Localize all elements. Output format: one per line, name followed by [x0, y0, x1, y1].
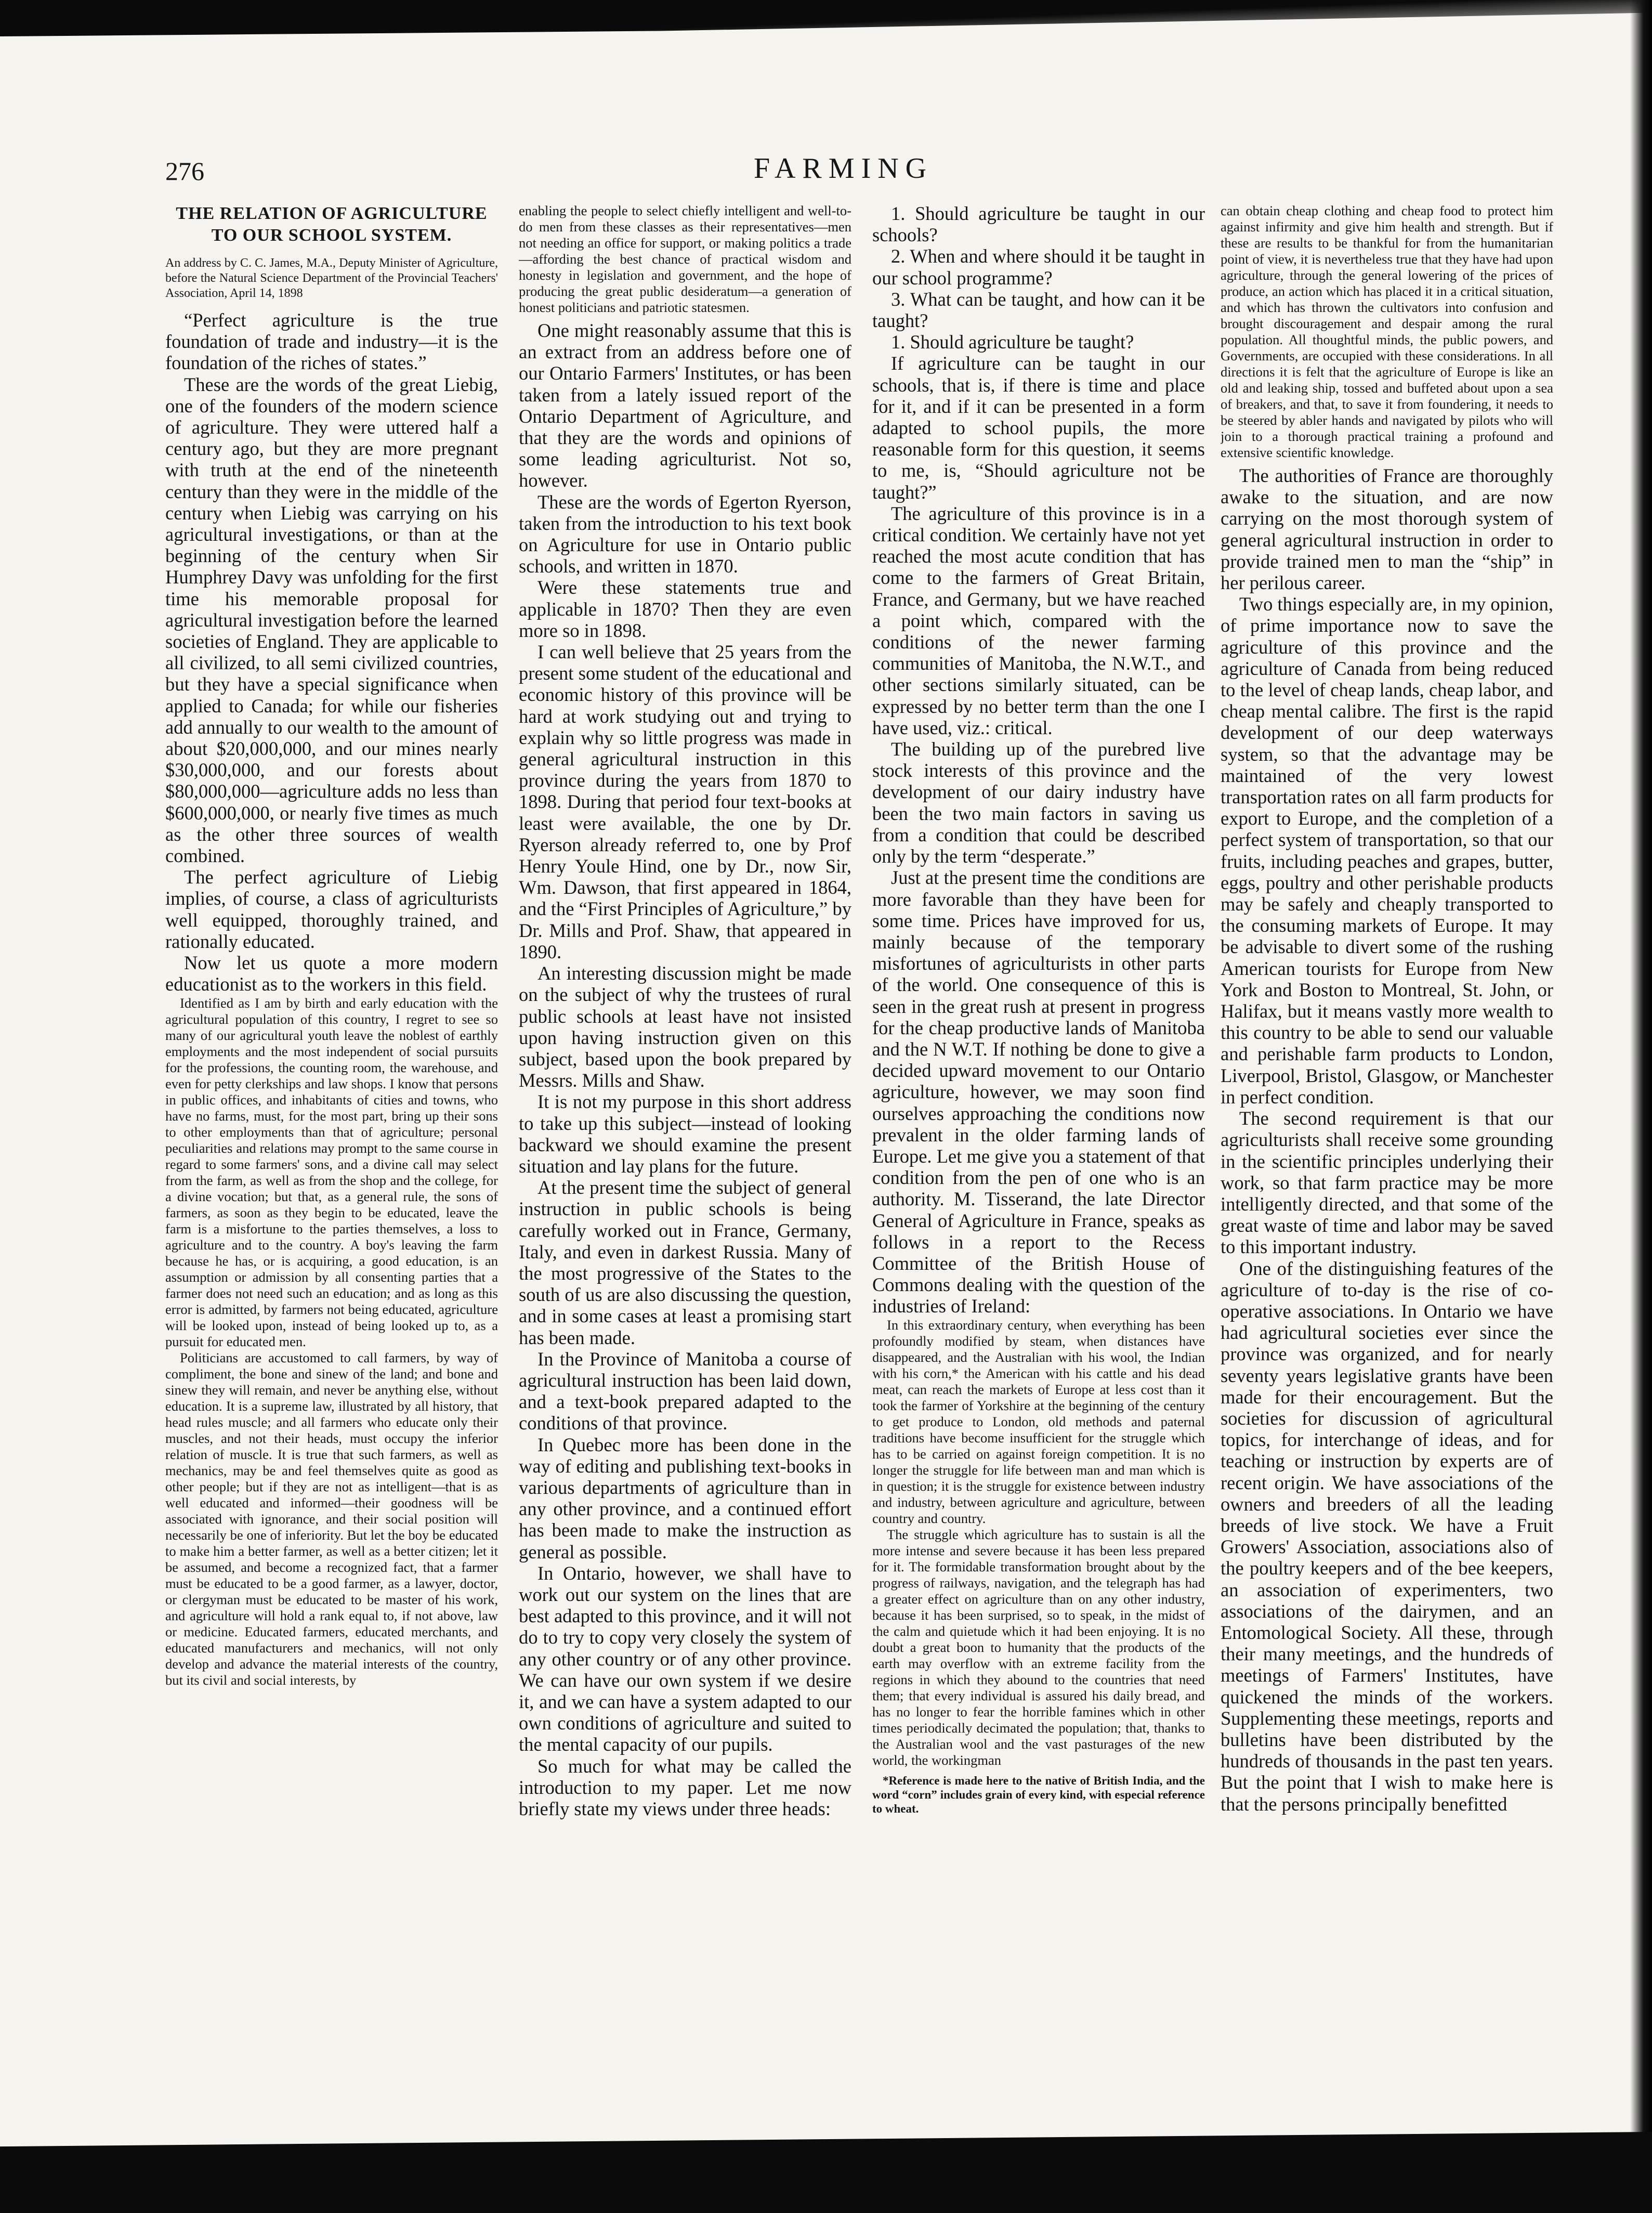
paragraph: It is not my purpose in this short address to take up this subject—instead of looking backward we should examine the present situation and lay plans for the future.: [519, 1091, 851, 1177]
paragraph: The second requirement is that our agriculturists shall receive some grounding in the scientific principles underlying their work, so that farm practice may be more intelligently directed, and that some of the great waste of time and labor may be saved to this important industry.: [1221, 1108, 1553, 1258]
paragraph: Now let us quote a more modern educationist as to the workers in this field.: [165, 952, 498, 995]
question-item: 1. Should agriculture be taught in our schools?: [872, 203, 1205, 246]
quotation-paragraph: enabling the people to select chiefly intelligent and well-to-do men from these classes as their representatives—men not needing an office for support, or making politics a trade—affording the best chance of practical wisdom and honesty in legislation and government, and the hope of producing the great public desideratum—a generation of honest politicians and patriotic statesmen.: [519, 203, 851, 315]
byline: An address by C. C. James, M.A., Deputy Minister of Agriculture, before the Natural Science Department of the Provincial Teachers' Association, April 14, 1898: [165, 256, 498, 300]
paragraph: So much for what may be called the introduction to my paper. Let me now briefly state my views under three heads:: [519, 1755, 851, 1820]
paragraph: “Perfect agriculture is the true foundation of trade and industry—it is the foundation of the riches of states.”: [165, 309, 498, 374]
article-body: [165, 203, 1551, 2121]
paragraph: The building up of the purebred live stock interests of this province and the development of our dairy industry have been the two main factors in saving us from a condition that could be described only by the term “desperate.”: [872, 738, 1205, 867]
paragraph: The agriculture of this province is in a critical condition. We certainly have not yet reached the most acute condition that has come to the farmers of Great Britain, France, and Germany, but we have reached a point which, compared with the conditions of the newer farming communities of Manitoba, the N.W.T., and other sections similarly situated, can be expressed by no better term than the one I have used, viz.: critical.: [872, 502, 1205, 738]
paragraph: The perfect agriculture of Liebig implies, of course, a class of agriculturists well equipped, thoroughly trained, and rationally educated.: [165, 866, 498, 952]
scan-border-right: [1630, 0, 1652, 2213]
paragraph: These are the words of the great Liebig, one of the founders of the modern science of agriculture. They were uttered half a century ago, but they are more pregnant with truth at the end of the nineteenth century than they were in the middle of the century when Liebig was carrying on his agricultural investigations, or than at the beginning of the century when Sir Humphrey Davy was unfolding for the first time his memorable proposal for agricultural investigation before the learned societies of England. They are applicable to all civilized, to all semi civilized countries, but they have a special significance when applied to Canada; for while our fisheries add annually to our wealth to the amount of about $20,000,000, and our mines nearly $30,000,000, and our forests about $80,000,000—agriculture adds no less than $600,000,000, or nearly five times as much as the other three sources of wealth combined.: [165, 373, 498, 867]
paragraph: If agriculture can be taught in our schools, that is, if there is time and place for it, and if it can be presented in a form adapted to school pupils, the more reasonable form for this question, it seems to me, is, “Should agriculture not be taught?”: [872, 353, 1205, 503]
running-title: FARMING: [754, 152, 934, 185]
quotation-paragraph: can obtain cheap clothing and cheap food to protect him against infirmity and give him health and strength. But if these are results to be thankful for from the humanitarian point of view, it is nevertheless true that they have had upon agriculture, through the general lowering of the prices of produce, an action which has placed it in a critical situation, and which has thrown the cultivators into confusion and brought discouragement and despair among the rural population. All thoughtful minds, the public powers, and Governments, are occupied with these considerations. In all directions it is felt that the agriculture of Europe is like an old and leaking ship, tossed and buffeted about upon a sea of breakers, and that, to save it from foundering, it needs to be steered by abler hands and navigated by pilots who will join to a thorough practical training a profound and extensive scientific knowledge.: [1221, 203, 1553, 460]
paragraph: An interesting discussion might be made on the subject of why the trustees of rural public schools at least have not insisted upon having instruction given on this subject, based upon the book prepared by Messrs. Mills and Shaw.: [519, 962, 851, 1091]
paragraph: In Quebec more has been done in the way of editing and publishing text-books in various departments of agriculture than in any other province, and a continued effort has been made to make the instruction as general as possible.: [519, 1434, 851, 1563]
paragraph: Were these statements true and applicable in 1870? Then they are even more so in 1898.: [519, 577, 851, 641]
paragraph: These are the words of Egerton Ryerson, taken from the introduction to his text book on Agriculture for use in Ontario public schools, and written in 1870.: [519, 491, 851, 577]
column-3: [872, 203, 1205, 2121]
section-heading: 1. Should agriculture be taught?: [891, 331, 1134, 353]
paragraph: Two things especially are, in my opinion, of prime importance now to save the agriculture of this province and the agriculture of Canada from being reduced to the level of cheap lands, cheap labor, and cheap mental calibre. The first is the rapid development of our deep waterways system, so that the advantage may be maintained of the very lowest transportation rates on all farm products for export to Europe, and the completion of a perfect system of transportation, so that our fruits, including peaches and grapes, butter, eggs, poultry and other perishable products may be safely and cheaply transported to the consuming markets of Europe. It may be advisable to divert some of the rushing American tourists for Europe from New York and Boston to Montreal, St. John, or Halifax, but it means vastly more wealth to this country to be able to send our valuable and perishable farm products to London, Liverpool, Bristol, Glasgow, or Manchester in perfect condition.: [1221, 593, 1553, 1108]
paragraph: Just at the present time the conditions are more favorable than they have been for some time. Prices have improved for us, mainly because of the temporary misfortunes of agriculturists in other parts of the world. One consequence of this is seen in the great rush at present in progress for the cheap productive lands of Manitoba and the N W.T. If nothing be done to give a decided upward movement to our Ontario agriculture, however, we may soon find ourselves approaching the conditions now prevalent in the older farming lands of Europe. Let me give you a statement of that condition from the pen of one who is an authority. M. Tisserand, the late Director General of Agriculture in France, speaks as follows in a report to the Recess Committee of the British House of Commons dealing with the question of the industries of Ireland:: [872, 867, 1205, 1317]
column-4: [1221, 203, 1553, 2121]
page-number: 276: [165, 157, 204, 186]
paragraph: At the present time the subject of general instruction in public schools is being carefully worked out in France, Germany, Italy, and even in darkest Russia. Many of the most progressive of the States to the south of us are also discussing the question, and in some cases at least a promising start has been made.: [519, 1177, 851, 1348]
paragraph: One might reasonably assume that this is an extract from an address before one of our Ontario Farmers' Institutes, or has been taken from a lately issued report of the Ontario Department of Agriculture, and that they are the words and opinions of some leading agriculturist. Not so, however.: [519, 320, 851, 491]
question-item: 3. What can be taught, and how can it be taught?: [872, 288, 1205, 332]
scan-border-top: [0, 0, 1652, 36]
quotation-paragraph: Identified as I am by birth and early education with the agricultural population of this country, I regret to see so many of our agricultural youth leave the noblest of earthly employments and the most independent of social pursuits for the professions, the counting room, the warehouse, and even for petty clerkships and law shops. I know that persons in public offices, and inhabitants of cities and towns, who have no farms, must, for the most part, bring up their sons to other employments than that of agriculture; personal peculiarities and relations may prompt to the same course in regard to some farmers' sons, and a divine call may select from the farm, as well as from the shop and the college, for a divine vocation; but that, as a general rule, the sons of farmers, as soon as they begin to be educated, leave the farm is a misfortune to the parties themselves, a loss to agriculture and to the country. A boy's leaving the farm because he has, or is acquiring, a good education, is an assumption or admission by all consenting parties that a farmer does not need such an education; and as long as this error is admitted, by farmers not being educated, agriculture will be looked upon, instead of being looked up to, as a pursuit for educated men.: [165, 995, 498, 1349]
quotation-paragraph: The struggle which agriculture has to sustain is all the more intense and severe because it has been less prepared for it. The formidable transformation brought about by the progress of railways, navigation, and the telegraph has had a greater effect on agriculture than on any other industry, because it has been surprised, so to speak, in the midst of the calm and quietude which it had been enjoying. It is no doubt a great boon to humanity that the products of the earth may overflow with an extreme facility from the regions in which they abound to the countries that need them; that every individual is assured his daily bread, and has no longer to fear the horrible famines which in other times periodically decimated the population; that, thanks to the Australian wool and the vast pasturages of the new world, the workingman: [872, 1526, 1205, 1768]
footnote: *Reference is made here to the native of British India, and the word “corn” includes grain of every kind, with especial reference to wheat.: [872, 1774, 1205, 1815]
column-1: [165, 203, 498, 2121]
paragraph: In the Province of Manitoba a course of agricultural instruction has been laid down, and a text-book prepared adapted to the conditions of that province.: [519, 1348, 851, 1434]
scan-border-bottom: [0, 2132, 1652, 2213]
paragraph: The authorities of France are thoroughly awake to the situation, and are now carrying on the most thorough system of general agricultural instruction in order to provide trained men to man the “ship” in her perilous career.: [1221, 465, 1553, 594]
article-title: THE RELATION OF AGRICULTURE TO OUR SCHOOL SYSTEM.: [176, 204, 488, 245]
quotation-paragraph: Politicians are accustomed to call farmers, by way of compliment, the bone and sinew of the land; and bone and sinew they will remain, and never be anything else, without education. It is a supreme law, illustrated by all history, that head rules muscle; and all farmers who educate only their muscles, and not their heads, must occupy the inferior relation of muscle. It is true that such farmers, as well as mechanics, may be and feel themselves quite as good as other people; but if they are not as intelligent—that is as well educated and informed—their goodness will be associated with ignorance, and their social position will necessarily be one of inferiority. But let the boy be educated to make him a better farmer, as well as a better citizen; let it be assumed, and become a recognized fact, that a farmer must be educated to be a good farmer, as a lawyer, doctor, or clergyman must be educated to be master of his work, and agriculture will hold a rank equal to, if not above, law or medicine. Educated farmers, educated merchants, and educated manufacturers and mechanics, will not only develop and advance the material interests of the country, but its civil and social interests, by: [165, 1349, 498, 1688]
question-item: 2. When and where should it be taught in our school programme?: [872, 245, 1205, 289]
column-2: [519, 203, 851, 2121]
quotation-paragraph: In this extraordinary century, when everything has been profoundly modified by steam, when distances have disappeared, and the Australian with his wool, the Indian with his corn,* the American with his cattle and his dead meat, can reach the markets of Europe at less cost than it took the farmer of Yorkshire at the beginning of the century to get produce to London, old methods and paternal traditions have become insufficient for the struggle which has to be carried on against foreign competition. It is no longer the struggle for life between man and man which is in question; it is the struggle for existence between industry and industry, between agriculture and agriculture, between country and country.: [872, 1317, 1205, 1526]
paragraph: In Ontario, however, we shall have to work out our system on the lines that are best adapted to this province, and it will not do to try to copy very closely the system of any other country or of any other province. We can have our own system if we desire it, and we can have a system adapted to our own conditions of agriculture and suited to the mental capacity of our pupils.: [519, 1562, 851, 1755]
paragraph: I can well believe that 25 years from the present some student of the educational and economic history of this province will be hard at work studying out and trying to explain why so little progress was made in general agricultural instruction in this province during the years from 1870 to 1898. During that period four text-books at least were available, the one by Dr. Ryerson already referred to, one by Prof Henry Youle Hind, one by Dr., now Sir, Wm. Dawson, that first appeared in 1864, and the “First Principles of Agriculture,” by Dr. Mills and Prof. Shaw, that appeared in 1890.: [519, 641, 851, 962]
paragraph: One of the distinguishing features of the agriculture of to-day is the rise of co-operative associations. In Ontario we have had agricultural societies ever since the province was organized, and for nearly seventy years legislative grants have been made for their encouragement. But the societies for discussion of agricultural topics, for interchange of ideas, and for teaching or instruction by experts are of recent origin. We have associations of the owners and breeders of all the leading breeds of live stock. We have a Fruit Growers' Association, associations also of the poultry keepers and of the bee keepers, an association of experimenters, two associations of the dairymen, and an Entomological Society. All these, through their many meetings, and the hundreds of meetings of Farmers' Institutes, have quickened the minds of the workers. Supplementing these meetings, reports and bulletins have been distributed by the hundreds of thousands in the past ten years. But the point that I wish to make here is that the persons principally benefitted: [1221, 1257, 1553, 1815]
